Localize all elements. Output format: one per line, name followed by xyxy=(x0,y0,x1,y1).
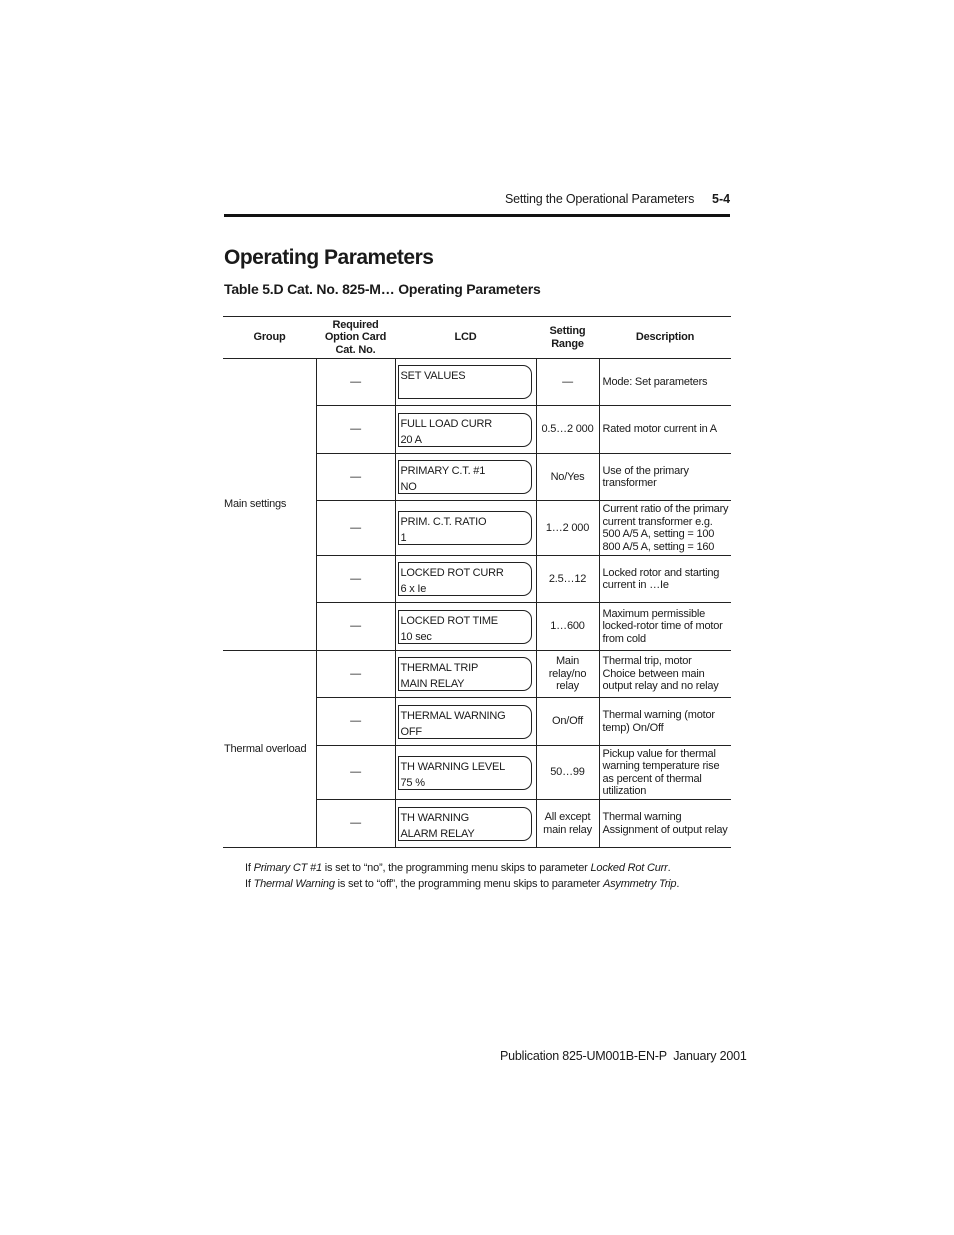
option-card-cell: — xyxy=(316,406,395,454)
footnote-middle: is set to “no”, the programming menu skips to parameter xyxy=(321,862,591,874)
description-cell: Maximum permissible locked-rotor time of motor from cold xyxy=(599,603,731,651)
lcd-cell xyxy=(395,603,536,651)
option-card-cell: — xyxy=(316,603,395,651)
lcd-line: 10 sec xyxy=(400,630,432,643)
setting-range-cell: All except main relay xyxy=(536,800,599,848)
table-row xyxy=(223,359,731,406)
footnote-target: Asymmetry Trip xyxy=(602,878,677,890)
page-title: Operating Parameters xyxy=(224,246,434,269)
lcd-display xyxy=(398,705,532,739)
setting-range-cell: Main relay/no relay xyxy=(536,651,599,698)
setting-range-cell: 0.5…2 000 xyxy=(536,406,599,454)
lcd-display xyxy=(398,460,532,494)
option-card-cell: — xyxy=(316,359,395,406)
lcd-cell xyxy=(395,746,536,800)
table-header-row xyxy=(223,317,731,359)
option-card-header: Required Option Card Cat. No. xyxy=(316,317,395,359)
footnote-1 xyxy=(245,862,670,874)
parameters-table xyxy=(223,316,731,848)
lcd-line: THERMAL TRIP xyxy=(400,662,479,674)
option-card-cell: — xyxy=(316,556,395,603)
lcd-line: 1 xyxy=(400,532,407,544)
lcd-display xyxy=(398,365,532,399)
footnote-target: Locked Rot Curr xyxy=(590,862,668,874)
footnote-param: Thermal Warning xyxy=(253,878,335,890)
setting-range-cell: 2.5…12 xyxy=(536,556,599,603)
lcd-display xyxy=(398,756,532,790)
setting-range-cell: 1…600 xyxy=(536,603,599,651)
lcd-line: 6 x Ie xyxy=(400,583,427,595)
lcd-display xyxy=(398,610,532,644)
lcd-line: LOCKED ROT TIME xyxy=(400,614,498,627)
table-caption: Table 5.D Cat. No. 825-M… Operating Parameters xyxy=(224,281,541,297)
footnote-suffix: . xyxy=(676,878,680,890)
setting-range-cell: 50…99 xyxy=(536,746,599,800)
lcd-display xyxy=(398,562,532,596)
lcd-line: FULL LOAD CURR xyxy=(400,417,493,430)
setting-range-cell: On/Off xyxy=(536,698,599,746)
lcd-line: THERMAL WARNING xyxy=(400,709,506,722)
lcd-line: SET VALUES xyxy=(400,370,466,382)
option-card-cell: — xyxy=(316,651,395,698)
footnote-prefix: If xyxy=(245,862,254,874)
footnote-param: Primary CT #1 xyxy=(253,862,322,874)
group-cell: Main settings xyxy=(223,359,316,651)
lcd-line: 20 A xyxy=(400,433,422,446)
lcd-line: 75 % xyxy=(400,776,425,789)
option-card-cell: — xyxy=(316,501,395,556)
table-row xyxy=(223,651,731,698)
group-header: Group xyxy=(223,317,316,359)
option-card-cell: — xyxy=(316,698,395,746)
lcd-line: PRIM. C.T. RATIO xyxy=(400,516,487,528)
option-card-cell: — xyxy=(316,746,395,800)
description-cell: Rated motor current in A xyxy=(599,406,731,454)
lcd-cell xyxy=(395,501,536,556)
lcd-display xyxy=(398,807,532,841)
lcd-display xyxy=(398,511,532,545)
description-cell: Thermal warning (motor temp) On/Off xyxy=(599,698,731,746)
lcd-line: NO xyxy=(400,481,417,493)
description-cell: Locked rotor and starting current in …Ie xyxy=(599,556,731,603)
lcd-line: LOCKED ROT CURR xyxy=(400,567,504,579)
lcd-display xyxy=(398,657,532,691)
lcd-line: TH WARNING xyxy=(400,811,469,824)
lcd-cell xyxy=(395,454,536,501)
description-cell: Pickup value for thermal warning temperature rise as percent of thermal utilization xyxy=(599,746,731,800)
publication-footer: Publication 825-UM001B-EN-P January 2001 xyxy=(500,1049,747,1063)
description-cell: Thermal warning Assignment of output relay xyxy=(599,800,731,848)
description-cell: Mode: Set parameters xyxy=(599,359,731,406)
lcd-line: ALARM RELAY xyxy=(400,827,475,840)
lcd-cell xyxy=(395,359,536,406)
lcd-header: LCD xyxy=(395,317,536,359)
lcd-line: TH WARNING LEVEL xyxy=(400,760,506,773)
description-cell: Current ratio of the primary current transformer e.g. 500 A/5 A, setting = 100 800 A/5 A, setting = 160 xyxy=(599,501,731,556)
lcd-cell xyxy=(395,406,536,454)
description-header: Description xyxy=(599,317,731,359)
page-number: 5-4 xyxy=(712,192,731,206)
setting-range-cell: — xyxy=(536,359,599,406)
footnote-2 xyxy=(245,878,679,890)
setting-range-cell: No/Yes xyxy=(536,454,599,501)
lcd-cell xyxy=(395,556,536,603)
lcd-line: OFF xyxy=(400,725,422,738)
option-card-cell: — xyxy=(316,800,395,848)
table-body xyxy=(223,359,731,848)
footnote-suffix: . xyxy=(667,862,671,874)
header-rule xyxy=(224,214,730,217)
setting-range-cell: 1…2 000 xyxy=(536,501,599,556)
setting-range-header: Setting Range xyxy=(536,317,599,359)
lcd-cell xyxy=(395,698,536,746)
footnote-middle: is set to “off”, the programming menu skips to parameter xyxy=(334,878,603,890)
section-title: Setting the Operational Parameters xyxy=(505,192,695,206)
lcd-line: PRIMARY C.T. #1 xyxy=(400,465,486,477)
description-cell: Use of the primary transformer xyxy=(599,454,731,501)
option-card-cell: — xyxy=(316,454,395,501)
group-cell: Thermal overload xyxy=(223,651,316,848)
lcd-line: MAIN RELAY xyxy=(400,678,465,690)
description-cell: Thermal trip, motor Choice between main output relay and no relay xyxy=(599,651,731,698)
lcd-cell xyxy=(395,800,536,848)
footnote-prefix: If xyxy=(245,878,254,890)
lcd-display xyxy=(398,413,532,447)
lcd-cell xyxy=(395,651,536,698)
